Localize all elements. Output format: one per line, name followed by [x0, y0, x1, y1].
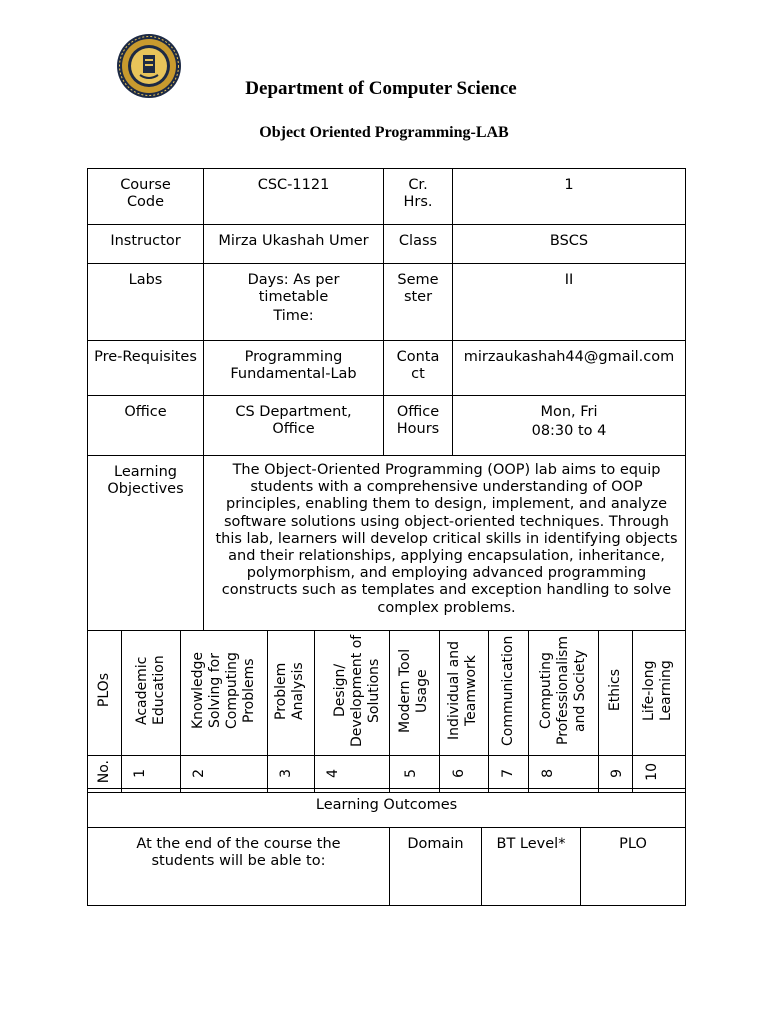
- plo-number: 1: [132, 768, 148, 778]
- plo-name-cell: [599, 631, 633, 756]
- plo-number-cell: [599, 756, 633, 793]
- plo-number: 6: [451, 768, 467, 778]
- cr-hrs-value: 1: [453, 169, 686, 225]
- plo-name-cell: [315, 631, 390, 756]
- plo-number-label: No.: [96, 759, 112, 784]
- plo-number-cell: [633, 756, 686, 793]
- contact-label: Contact: [384, 341, 453, 396]
- plo-name-cell: [122, 631, 181, 756]
- objectives-text: The Object-Oriented Programming (OOP) lab aims to equip students with a comprehensive understanding of OOP principles, enabling them to design, implement, and analyze software solutions using object-oriented techniques. Through this lab, learners will develop critical skills in identifying objects and their relationships, applying encapsulation, inheritance, polymorphism, and employing advanced programming constructs such as templates and exception handling to solve complex problems.: [204, 456, 686, 631]
- semester-value: II: [453, 264, 686, 341]
- plo-name: Computing Professionalism and Society: [537, 636, 588, 745]
- outcomes-intro: At the end of the course the students will be able to:: [88, 828, 390, 906]
- plo-name: Knowledge Solving for Computing Problems: [190, 652, 257, 729]
- plo-number: 2: [191, 768, 207, 778]
- course-title: Object Oriented Programming-LAB: [259, 124, 509, 141]
- instructor-label: Instructor: [88, 225, 204, 264]
- plo-number-cell: [529, 756, 599, 793]
- plo-number: 4: [325, 768, 341, 778]
- plo-name-cell: [633, 631, 686, 756]
- plo-name: Individual and Teamwork: [446, 641, 479, 740]
- labs-days: Days: As per timetable: [247, 272, 340, 305]
- plo-header-cell: [88, 631, 122, 756]
- instructor-value: Mirza Ukashah Umer: [204, 225, 384, 264]
- plo-number-cell: [268, 756, 315, 793]
- plo-number-cell: [440, 756, 489, 793]
- plo-number: 5: [403, 768, 419, 778]
- office-label: Office: [88, 396, 204, 456]
- plo-name-cell: [440, 631, 489, 756]
- plo-name: Problem Analysis: [273, 661, 306, 720]
- plo-number: 8: [540, 768, 556, 778]
- plo-name-cell: [181, 631, 268, 756]
- labs-label: Labs: [88, 264, 204, 341]
- plo-name-cell: [268, 631, 315, 756]
- plo-name-cell: [390, 631, 440, 756]
- plo-number-header-cell: [88, 756, 122, 793]
- prereq-value: Programming Fundamental-Lab: [204, 341, 384, 396]
- bt-level-label: BT Level*: [482, 828, 581, 906]
- semester-label: Semester: [384, 264, 453, 341]
- cr-hrs-label: Cr. Hrs.: [384, 169, 453, 225]
- prereq-label: Pre-Requisites: [88, 341, 204, 396]
- office-hours-time: 08:30 to 4: [531, 423, 607, 439]
- plo-number: 7: [500, 768, 516, 778]
- domain-label: Domain: [390, 828, 482, 906]
- plo-name-cell: [489, 631, 529, 756]
- plo-name: Academic Education: [134, 655, 167, 726]
- office-value: CS Department, Office: [204, 396, 384, 456]
- contact-value: mirzaukashah44@gmail.com: [453, 341, 686, 396]
- plo-number-cell: [181, 756, 268, 793]
- labs-value: [204, 264, 384, 341]
- plo-number: 10: [644, 762, 660, 781]
- plo-number: 3: [278, 768, 294, 778]
- plo-label: PLO: [581, 828, 686, 906]
- plo-number-cell: [489, 756, 529, 793]
- course-code-label: Course Code: [88, 169, 204, 225]
- plo-name: Design/ Development of Solutions: [332, 634, 382, 747]
- office-hours-days: Mon, Fri: [540, 404, 598, 420]
- department-title: Department of Computer Science: [245, 78, 517, 99]
- objectives-label: Learning Objectives: [88, 456, 204, 631]
- labs-time: Time:: [273, 308, 314, 324]
- learning-outcomes-table: [87, 788, 686, 906]
- plo-name-cell: [529, 631, 599, 756]
- learning-outcomes-title: Learning Outcomes: [88, 789, 686, 828]
- course-info-table: [87, 168, 686, 631]
- plo-name: Modern Tool Usage: [396, 648, 430, 733]
- plo-header-label: PLOs: [96, 673, 112, 708]
- plo-number-cell: [122, 756, 181, 793]
- plo-number-cell: [390, 756, 440, 793]
- plo-name: Communication: [500, 635, 516, 746]
- course-code-value: CSC-1121: [204, 169, 384, 225]
- plo-name: Ethics: [607, 669, 623, 712]
- plo-name: Life-long Learning: [641, 660, 674, 721]
- office-hours-label: Office Hours: [384, 396, 453, 456]
- plo-number-cell: [315, 756, 390, 793]
- plo-number: 9: [609, 768, 625, 778]
- class-value: BSCS: [453, 225, 686, 264]
- plo-table: [87, 630, 686, 793]
- class-label: Class: [384, 225, 453, 264]
- office-hours-value: [453, 396, 686, 456]
